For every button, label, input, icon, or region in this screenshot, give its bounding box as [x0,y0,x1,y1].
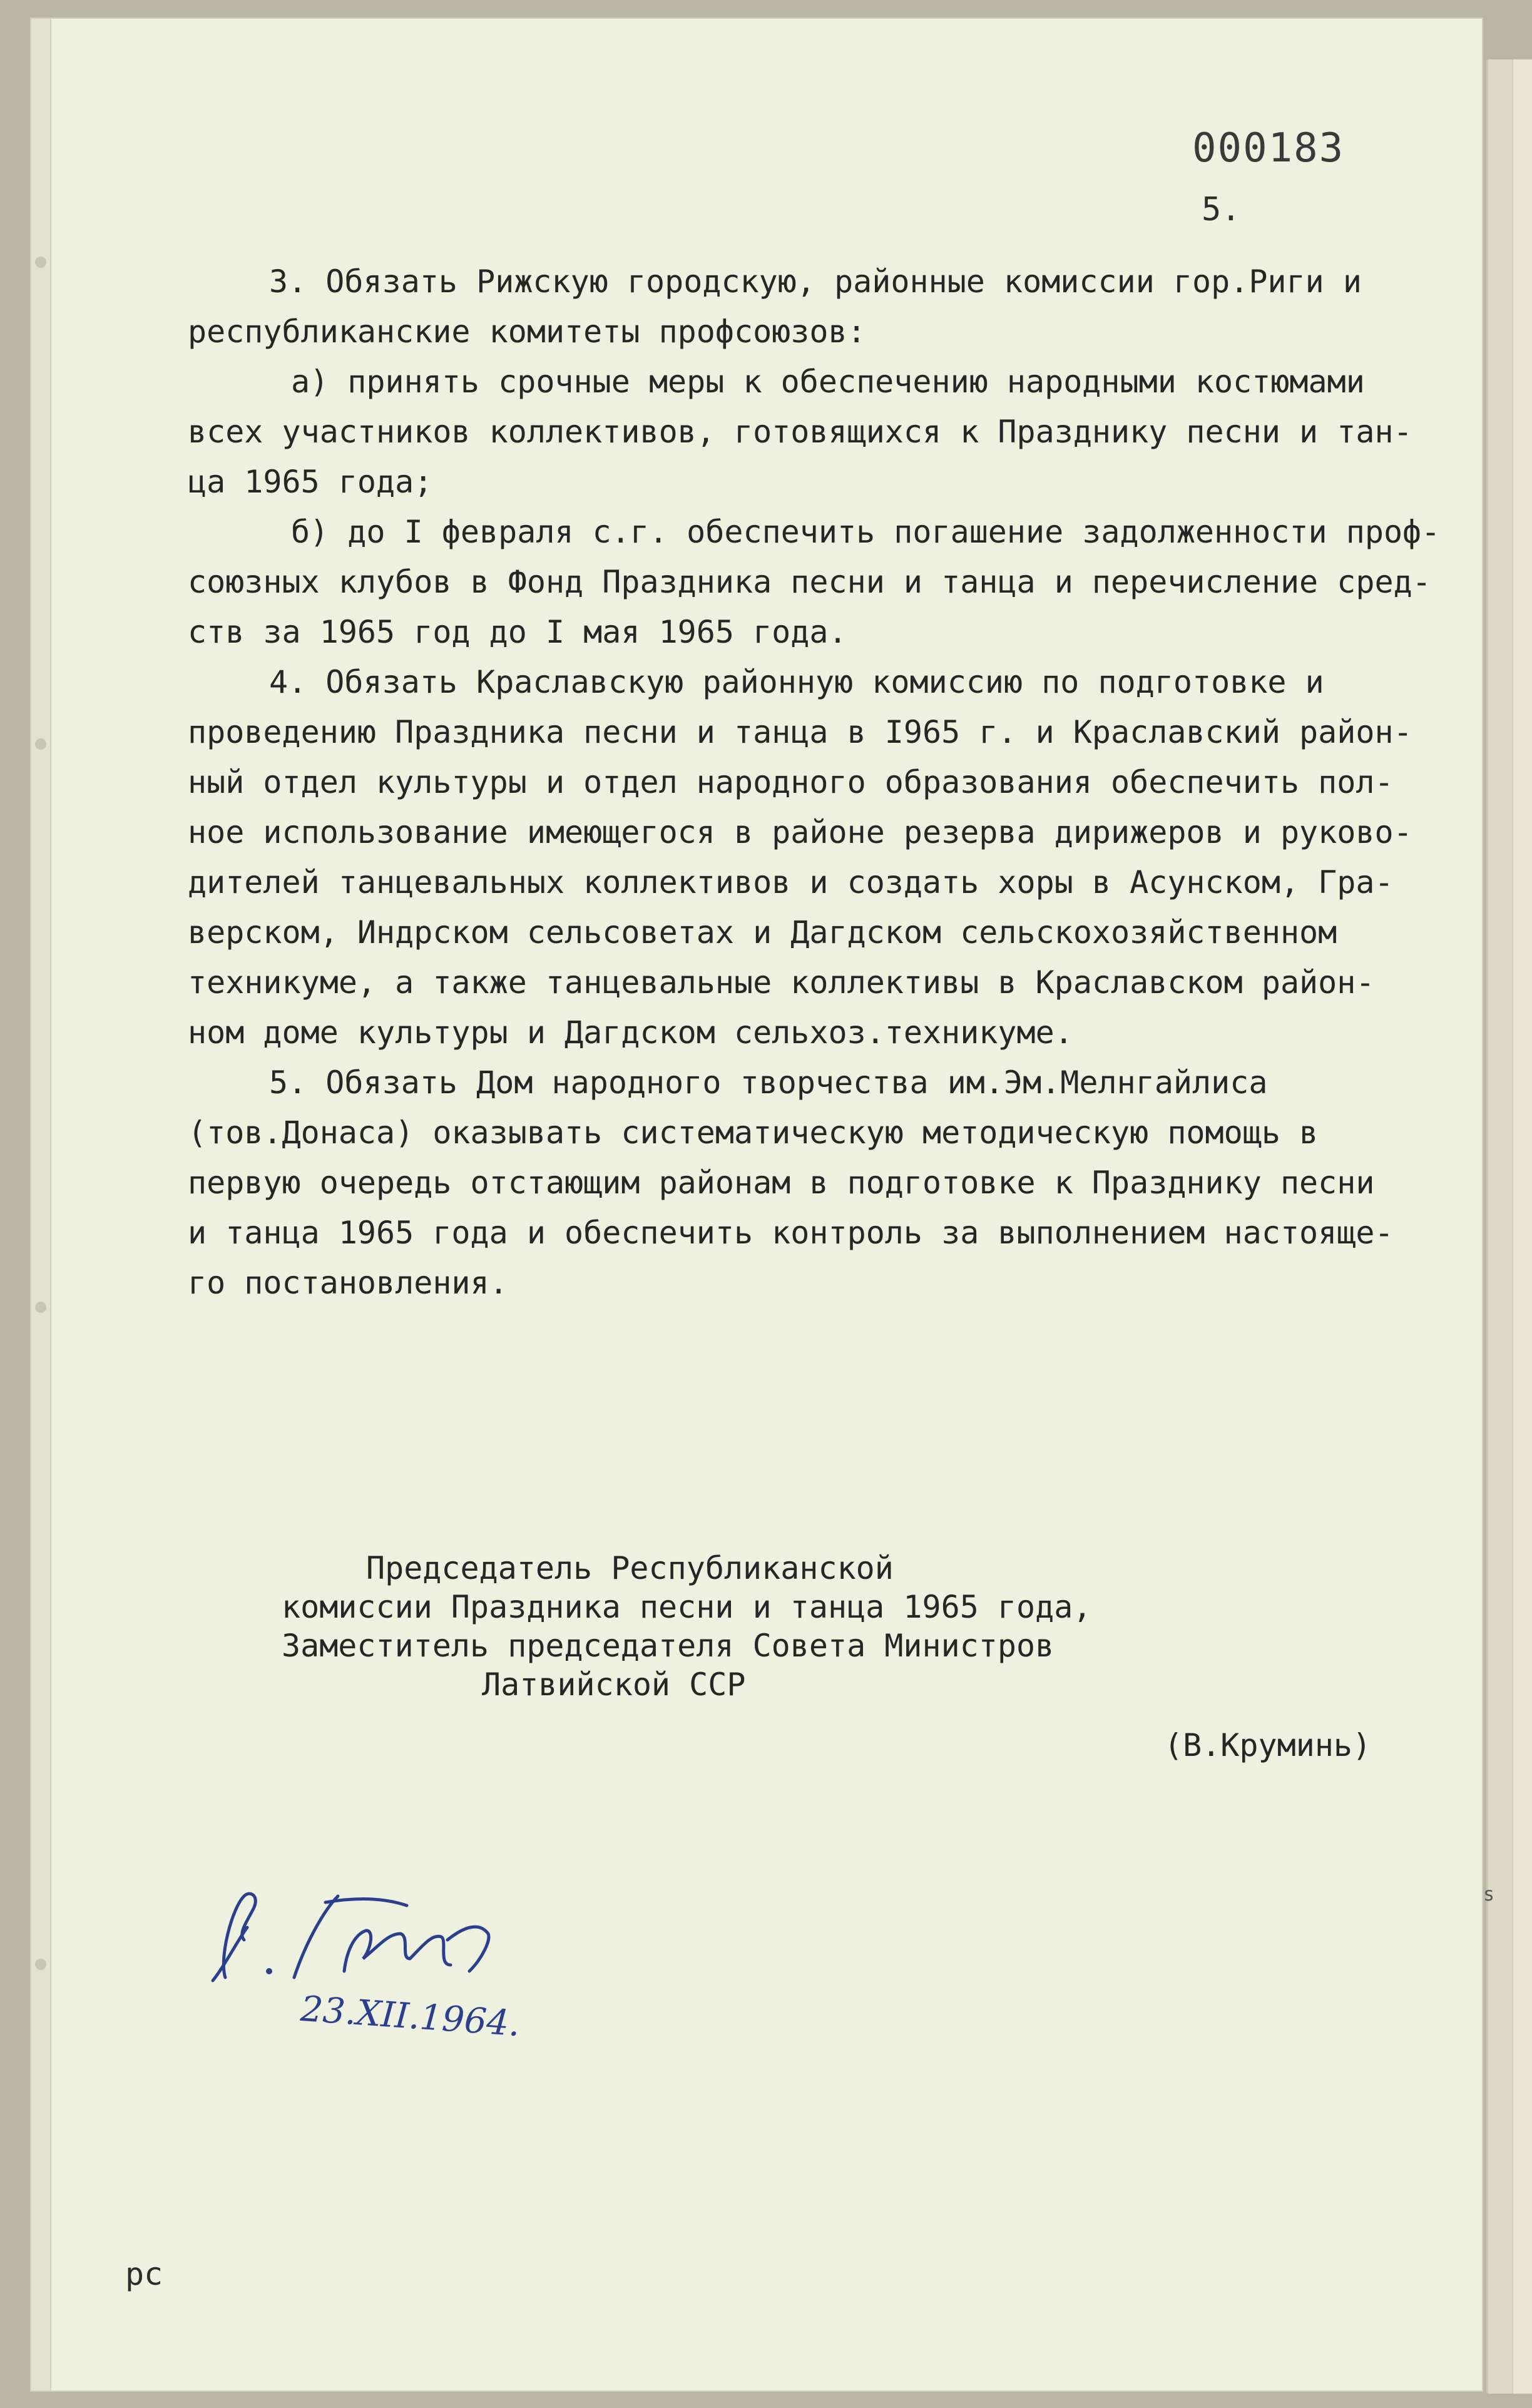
handwritten-date: 23.XII.1964. [299,1988,522,2045]
body-line: 4. Обязать Краславскую районную комиссию по подготовке и [269,664,1324,700]
page-number: 5. [1202,191,1241,228]
body-line: ном доме культуры и Дагдском сельхоз.техникуме. [188,1014,1073,1051]
signature-title-line: Председатель Республиканской [366,1550,894,1586]
body-line: республиканские комитеты профсоюзов: [188,314,866,350]
binding-hole-icon [35,1302,46,1313]
signature-block [282,1549,1091,1704]
body-line: го постановления. [188,1265,508,1301]
body-line: а) принять срочные меры к обеспечению народными костюмами [291,364,1365,400]
signer-name: (В.Круминь) [1164,1727,1372,1763]
body-line: ное использование имеющегося в районе резерва дирижеров и руково- [188,814,1412,850]
resolution-body [188,257,1440,1308]
typist-initials: рс [125,2256,163,2292]
body-line: и танца 1965 года и обеспечить контроль за выполнением настояще- [188,1215,1394,1251]
signature-title-line: Заместитель председателя Совета Министров [282,1628,1055,1664]
body-line: ств за 1965 год до I мая 1965 года. [188,614,847,650]
binding-strip [31,19,51,2390]
binding-hole-icon [35,1959,46,1970]
body-line: дителей танцевальных коллективов и создать хоры в Асунском, Гра- [188,864,1394,900]
signature-title-line: комиссии Праздника песни и танца 1965 года, [282,1589,1092,1625]
body-line: техникуме, а также танцевальные коллективы в Краславском район- [188,964,1375,1001]
body-line: 3. Обязать Рижскую городскую, районные комиссии гор.Риги и [269,263,1362,300]
body-line: верском, Индрском сельсоветах и Дагдском сельскохозяйственном [188,914,1337,951]
archive-number-stamp: 000183 [1192,125,1345,171]
binding-hole-icon [35,257,46,268]
body-line: б) до I февраля с.г. обеспечить погашение задолженности проф- [291,514,1441,550]
body-line: проведению Праздника песни и танца в I965 г. и Краславский район- [188,714,1412,750]
handwritten-signature [200,1871,526,2053]
body-line: первую очередь отстающим районам в подготовке к Празднику песни [188,1165,1375,1201]
signature-title-line: Латвийской ССР [482,1666,746,1703]
body-line: (тов.Донаса) оказывать систематическую методическую помощь в [188,1115,1319,1151]
binding-hole-icon [35,738,46,750]
body-line: ный отдел культуры и отдел народного образования обеспечить пол- [188,764,1394,800]
margin-mark: s [1483,1884,1495,1905]
body-line: всех участников коллективов, готовящихся к Празднику песни и тан- [188,414,1412,450]
stacked-page-edge-2 [1512,59,1532,2394]
body-line: ца 1965 года; [188,464,433,500]
body-line: 5. Обязать Дом народного творчества им.Эм.Мелнгайлиса [269,1064,1268,1101]
body-line: союзных клубов в Фонд Праздника песни и танца и перечисление сред- [188,564,1431,600]
